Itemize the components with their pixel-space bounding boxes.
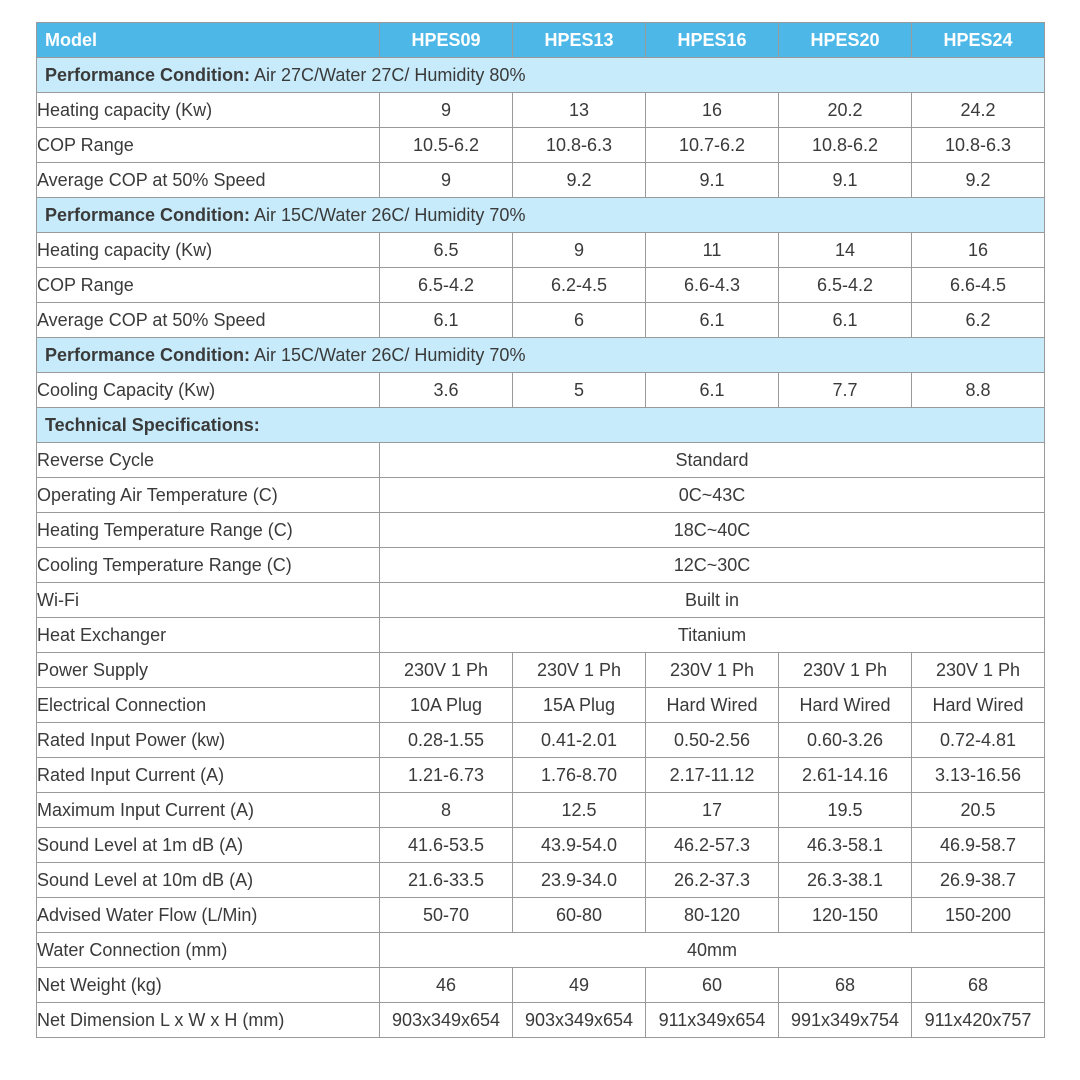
header-model-name: HPES13 bbox=[513, 23, 646, 58]
section-title bbox=[37, 408, 1045, 443]
row-label: Rated Input Power (kw) bbox=[37, 723, 380, 758]
row-value: 6.1 bbox=[380, 303, 513, 338]
table-row bbox=[37, 128, 1045, 163]
row-label: Reverse Cycle bbox=[37, 443, 380, 478]
row-value: 3.6 bbox=[380, 373, 513, 408]
row-value: 8 bbox=[380, 793, 513, 828]
row-value: 11 bbox=[646, 233, 779, 268]
row-value: 5 bbox=[513, 373, 646, 408]
row-label: Rated Input Current (A) bbox=[37, 758, 380, 793]
table-row bbox=[37, 968, 1045, 1003]
row-value: 46.9-58.7 bbox=[912, 828, 1045, 863]
row-value: 6.2-4.5 bbox=[513, 268, 646, 303]
header-model-name: HPES09 bbox=[380, 23, 513, 58]
row-label: Average COP at 50% Speed bbox=[37, 163, 380, 198]
table-row bbox=[37, 793, 1045, 828]
row-value-merged: 18C~40C bbox=[380, 513, 1045, 548]
row-value: 0.41-2.01 bbox=[513, 723, 646, 758]
spec-table bbox=[36, 22, 1045, 1038]
row-value: 2.17-11.12 bbox=[646, 758, 779, 793]
row-value: 19.5 bbox=[779, 793, 912, 828]
row-value: 0.50-2.56 bbox=[646, 723, 779, 758]
row-value: 23.9-34.0 bbox=[513, 863, 646, 898]
row-label: Heating capacity (Kw) bbox=[37, 93, 380, 128]
section-title-condition: Air 15C/Water 26C/ Humidity 70% bbox=[250, 344, 526, 365]
row-label: Heating Temperature Range (C) bbox=[37, 513, 380, 548]
row-value: 9.1 bbox=[779, 163, 912, 198]
row-value: 991x349x754 bbox=[779, 1003, 912, 1038]
row-value: 9.1 bbox=[646, 163, 779, 198]
table-row bbox=[37, 933, 1045, 968]
row-value: 16 bbox=[912, 233, 1045, 268]
row-label: Maximum Input Current (A) bbox=[37, 793, 380, 828]
row-value: 9 bbox=[380, 163, 513, 198]
table-row bbox=[37, 758, 1045, 793]
row-value: 230V 1 Ph bbox=[380, 653, 513, 688]
header-model-name: HPES24 bbox=[912, 23, 1045, 58]
section-title bbox=[37, 58, 1045, 93]
row-value: Hard Wired bbox=[779, 688, 912, 723]
row-value: 46.2-57.3 bbox=[646, 828, 779, 863]
row-value: 68 bbox=[912, 968, 1045, 1003]
row-value: 13 bbox=[513, 93, 646, 128]
row-label: Average COP at 50% Speed bbox=[37, 303, 380, 338]
row-value: 0.72-4.81 bbox=[912, 723, 1045, 758]
row-value: 49 bbox=[513, 968, 646, 1003]
row-value: 46 bbox=[380, 968, 513, 1003]
row-value: 10.7-6.2 bbox=[646, 128, 779, 163]
row-value: 26.2-37.3 bbox=[646, 863, 779, 898]
row-value: 46.3-58.1 bbox=[779, 828, 912, 863]
row-value: 26.3-38.1 bbox=[779, 863, 912, 898]
row-value: 60-80 bbox=[513, 898, 646, 933]
section-header-row bbox=[37, 58, 1045, 93]
row-value: 0.28-1.55 bbox=[380, 723, 513, 758]
section-title-bold: Performance Condition: bbox=[45, 204, 251, 225]
row-value: 6.5 bbox=[380, 233, 513, 268]
row-value: 3.13-16.56 bbox=[912, 758, 1045, 793]
row-value: 903x349x654 bbox=[380, 1003, 513, 1038]
row-value: 6.2 bbox=[912, 303, 1045, 338]
header-model-name: HPES16 bbox=[646, 23, 779, 58]
row-label: Cooling Capacity (Kw) bbox=[37, 373, 380, 408]
row-value: 10.8-6.2 bbox=[779, 128, 912, 163]
row-value: 230V 1 Ph bbox=[779, 653, 912, 688]
row-value: 10.8-6.3 bbox=[513, 128, 646, 163]
row-label: Cooling Temperature Range (C) bbox=[37, 548, 380, 583]
row-value: 20.2 bbox=[779, 93, 912, 128]
row-value: 10.5-6.2 bbox=[380, 128, 513, 163]
row-value: 10.8-6.3 bbox=[912, 128, 1045, 163]
table-row bbox=[37, 233, 1045, 268]
section-title bbox=[37, 338, 1045, 373]
row-value-merged: 12C~30C bbox=[380, 548, 1045, 583]
row-value-merged: 40mm bbox=[380, 933, 1045, 968]
row-value: 43.9-54.0 bbox=[513, 828, 646, 863]
row-value: 8.8 bbox=[912, 373, 1045, 408]
header-model-label: Model bbox=[37, 23, 380, 58]
section-title-condition: Air 27C/Water 27C/ Humidity 80% bbox=[250, 64, 526, 85]
row-value: 150-200 bbox=[912, 898, 1045, 933]
row-value: 2.61-14.16 bbox=[779, 758, 912, 793]
section-title bbox=[37, 198, 1045, 233]
row-value: 230V 1 Ph bbox=[646, 653, 779, 688]
table-row bbox=[37, 898, 1045, 933]
section-header-row bbox=[37, 198, 1045, 233]
row-value: 120-150 bbox=[779, 898, 912, 933]
table-row bbox=[37, 478, 1045, 513]
row-value: 911x349x654 bbox=[646, 1003, 779, 1038]
row-value: 1.21-6.73 bbox=[380, 758, 513, 793]
row-value-merged: Built in bbox=[380, 583, 1045, 618]
row-label: COP Range bbox=[37, 268, 380, 303]
row-value: 41.6-53.5 bbox=[380, 828, 513, 863]
row-value: 230V 1 Ph bbox=[912, 653, 1045, 688]
row-value: 6.1 bbox=[646, 303, 779, 338]
row-value: 911x420x757 bbox=[912, 1003, 1045, 1038]
table-row bbox=[37, 828, 1045, 863]
row-value: 1.76-8.70 bbox=[513, 758, 646, 793]
row-value-merged: 0C~43C bbox=[380, 478, 1045, 513]
row-value: 6 bbox=[513, 303, 646, 338]
table-row bbox=[37, 618, 1045, 653]
row-value: 10A Plug bbox=[380, 688, 513, 723]
row-value: 16 bbox=[646, 93, 779, 128]
table-row bbox=[37, 863, 1045, 898]
table-row bbox=[37, 93, 1045, 128]
row-value: 9 bbox=[513, 233, 646, 268]
row-value: 9.2 bbox=[912, 163, 1045, 198]
row-value: 9.2 bbox=[513, 163, 646, 198]
row-label: Sound Level at 10m dB (A) bbox=[37, 863, 380, 898]
section-header-row bbox=[37, 408, 1045, 443]
table-row bbox=[37, 548, 1045, 583]
header-row bbox=[37, 23, 1045, 58]
row-label: Operating Air Temperature (C) bbox=[37, 478, 380, 513]
row-value: 6.5-4.2 bbox=[380, 268, 513, 303]
table-row bbox=[37, 303, 1045, 338]
section-title-bold: Technical Specifications: bbox=[45, 414, 260, 435]
row-label: Heating capacity (Kw) bbox=[37, 233, 380, 268]
row-label: Power Supply bbox=[37, 653, 380, 688]
row-value: 15A Plug bbox=[513, 688, 646, 723]
table-row bbox=[37, 653, 1045, 688]
table-body bbox=[37, 58, 1045, 1038]
row-label: Net Weight (kg) bbox=[37, 968, 380, 1003]
row-value: Hard Wired bbox=[912, 688, 1045, 723]
table-row bbox=[37, 163, 1045, 198]
row-label: Advised Water Flow (L/Min) bbox=[37, 898, 380, 933]
row-value-merged: Titanium bbox=[380, 618, 1045, 653]
row-value: 6.5-4.2 bbox=[779, 268, 912, 303]
row-value: 21.6-33.5 bbox=[380, 863, 513, 898]
row-value: 80-120 bbox=[646, 898, 779, 933]
table-row bbox=[37, 268, 1045, 303]
row-value: 6.6-4.5 bbox=[912, 268, 1045, 303]
row-value: 7.7 bbox=[779, 373, 912, 408]
section-header-row bbox=[37, 338, 1045, 373]
table-row bbox=[37, 583, 1045, 618]
section-title-condition: Air 15C/Water 26C/ Humidity 70% bbox=[250, 204, 526, 225]
row-value: 6.1 bbox=[779, 303, 912, 338]
row-value: 9 bbox=[380, 93, 513, 128]
row-label: COP Range bbox=[37, 128, 380, 163]
table-row bbox=[37, 443, 1045, 478]
row-value: 230V 1 Ph bbox=[513, 653, 646, 688]
row-value: 14 bbox=[779, 233, 912, 268]
row-value-merged: Standard bbox=[380, 443, 1045, 478]
row-value: 24.2 bbox=[912, 93, 1045, 128]
row-label: Electrical Connection bbox=[37, 688, 380, 723]
section-title-bold: Performance Condition: bbox=[45, 64, 251, 85]
row-value: 6.6-4.3 bbox=[646, 268, 779, 303]
row-value: 17 bbox=[646, 793, 779, 828]
row-label: Water Connection (mm) bbox=[37, 933, 380, 968]
table-row bbox=[37, 513, 1045, 548]
table-row bbox=[37, 373, 1045, 408]
row-value: 0.60-3.26 bbox=[779, 723, 912, 758]
section-title-bold: Performance Condition: bbox=[45, 344, 251, 365]
table-row bbox=[37, 1003, 1045, 1038]
row-value: 12.5 bbox=[513, 793, 646, 828]
row-value: 60 bbox=[646, 968, 779, 1003]
row-label: Sound Level at 1m dB (A) bbox=[37, 828, 380, 863]
header-model-name: HPES20 bbox=[779, 23, 912, 58]
row-value: 26.9-38.7 bbox=[912, 863, 1045, 898]
row-label: Net Dimension L x W x H (mm) bbox=[37, 1003, 380, 1038]
row-value: 50-70 bbox=[380, 898, 513, 933]
row-label: Wi-Fi bbox=[37, 583, 380, 618]
row-value: 6.1 bbox=[646, 373, 779, 408]
table-header bbox=[37, 23, 1045, 58]
table-row bbox=[37, 688, 1045, 723]
row-value: 20.5 bbox=[912, 793, 1045, 828]
row-value: 903x349x654 bbox=[513, 1003, 646, 1038]
row-value: 68 bbox=[779, 968, 912, 1003]
table-row bbox=[37, 723, 1045, 758]
row-value: Hard Wired bbox=[646, 688, 779, 723]
row-label: Heat Exchanger bbox=[37, 618, 380, 653]
